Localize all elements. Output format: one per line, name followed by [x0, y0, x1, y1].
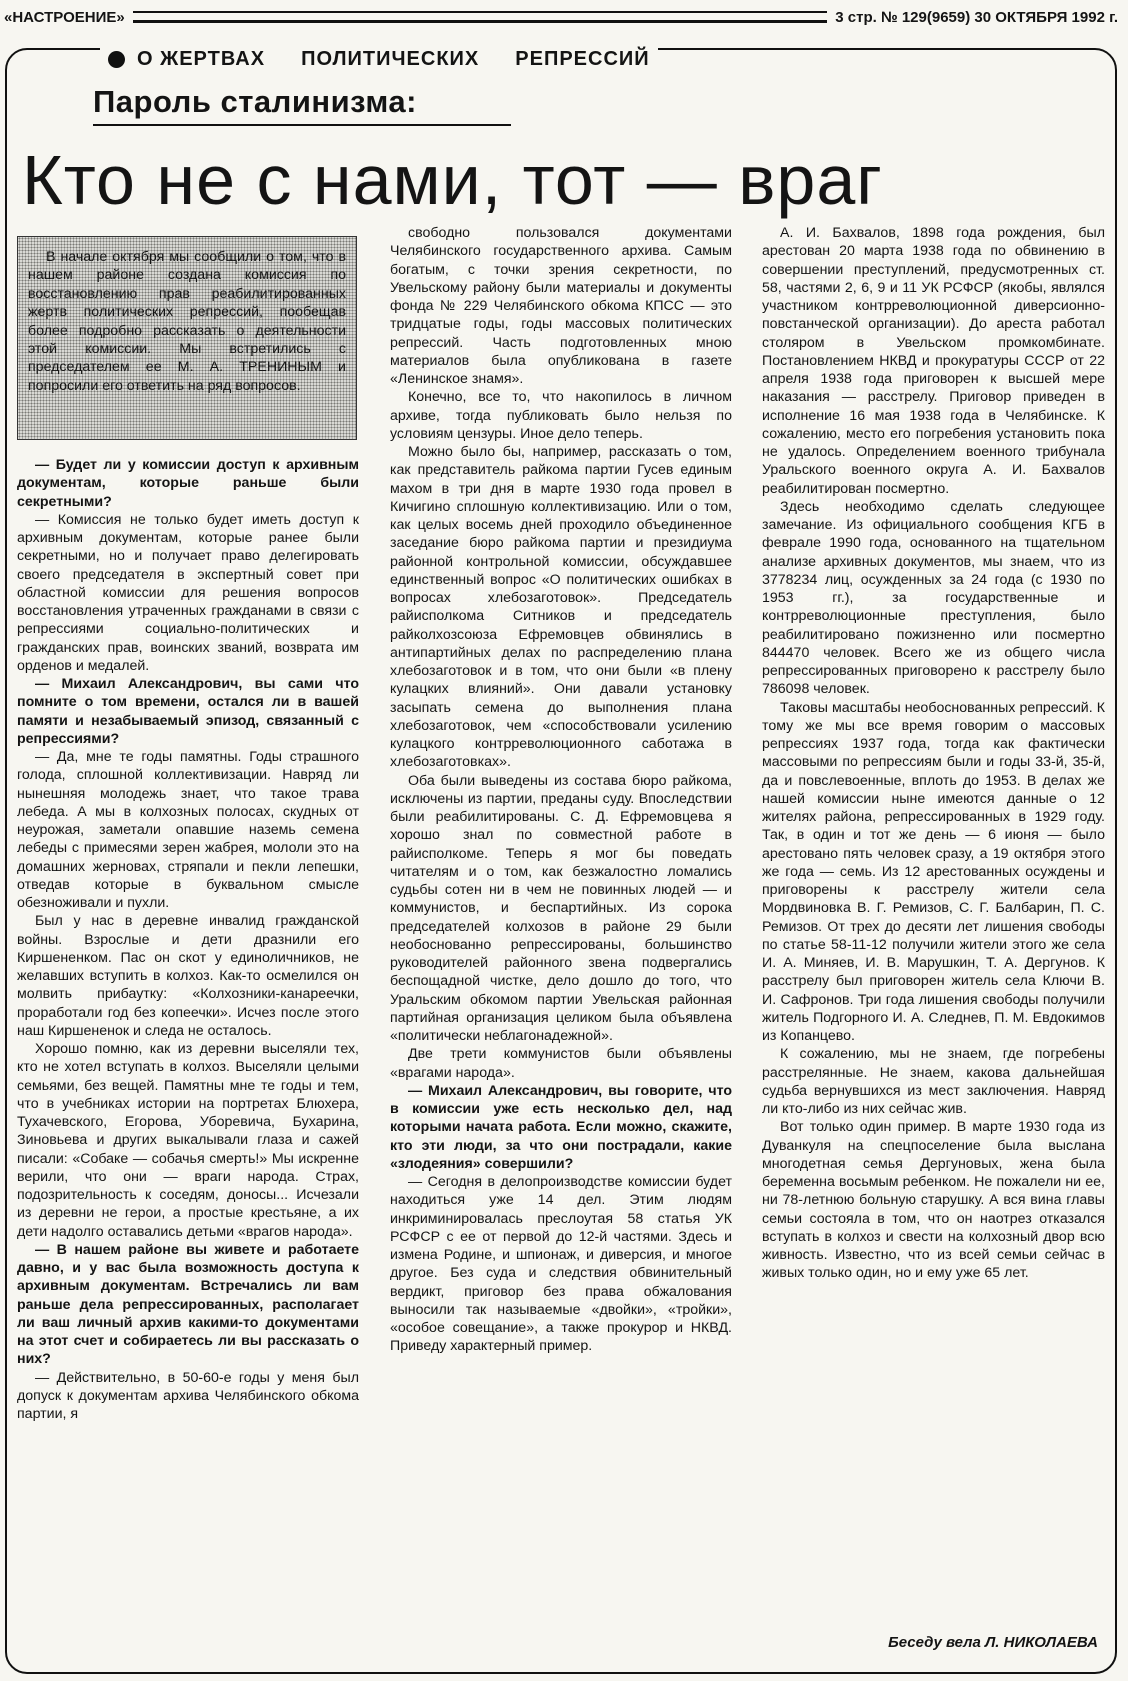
- paragraph: — Сегодня в делопроизводстве комиссии будет находиться уже 14 дел. Этим людям инкриминировалась преслоутая 58 статья УК РСФСР с ее от первой до 12-й частями. Здесь и измена Родине, и шпионаж, и диверсия, и многое другое. Без суда и следствия обвинительный вердикт, приговор без права обжалования выносили так называемые «двойки», «тройки», «особое совещание», а также прокурор и НКВД. Приведу характерный пример.: [390, 1174, 732, 1355]
- rubric: [100, 45, 658, 73]
- article-subtitle: Пароль сталинизма:: [93, 84, 511, 126]
- header-rule: [133, 11, 828, 23]
- rubric-word: ПОЛИТИЧЕСКИХ: [301, 47, 480, 70]
- section-name: «НАСТРОЕНИЕ»: [4, 8, 125, 26]
- paragraph: Конечно, все то, что накопилось в личном архиве, тогда публиковать было нельзя по условиям цензуры. Иное дело теперь.: [390, 389, 732, 442]
- article-column-2: [390, 224, 732, 1356]
- paragraph: Вот только один пример. В марте 1930 года из Дуванкуля на спецпоселение была выслана многодетная семья Дергуновых, жена была беременна восьмым ребенком. Не пожалели ни ее, ни 78-летнюю больную старушку. А вся вина главы семьи состояла в том, что он наотрез отказался вступать в колхоз и свести на колхозный двор всю живность. Известно, что из всей семьи сейчас в живых только один, но и ему уже 65 лет.: [762, 1119, 1105, 1282]
- paragraph: — Действительно, в 50-60-е годы у меня был допуск к документам архива Челябинского обкома партии, я: [17, 1369, 359, 1422]
- article-signature: Беседу вела Л. НИКОЛАЕВА: [888, 1634, 1098, 1651]
- paragraph: — Комиссия не только будет иметь доступ к архивным документам, которые ранее были секретными, но и получает право делегировать своего председателя в экспертный совет при областной комиссии для решения вопросов восстановления утраченных гражданами в связи с репрессиями социально-политических и гражданских прав, воинских званий, возврата им орденов и медалей.: [17, 511, 359, 674]
- paragraph: Здесь необходимо сделать следующее замечание. Из официального сообщения КГБ в феврале 1990 года, основанного на тщательном анализе архивных документов, мы знаем, что из 3778234 лиц, осужденных за 24 года (с 1930 по 1953 гг.), за государственные и контрреволюционные преступления, было реабилитировано пожизненно или посмертно 844470 человек. Всего же из общего числа репрессированных приговорено к расстрелу было 786098 человек.: [762, 498, 1105, 698]
- paragraph: Таковы масштабы необоснованных репрессий. К тому же мы все время говорим о массовых репрессиях 1937 года, тогда как фактически массовыми по репрессиям были и годы 33-й, 35-й, да и повслевоенные, вплоть до 1953. В делах же нашей комиссии ныне имеются данные о 12 жителях района, репрессированных в 1929 году. Так, в один и тот же день — 6 июня — было арестовано пять человек сразу, а 19 октября этого же года — семь. Из 12 арестованных осуждены и приговорены к расстрелу жители села Мордвиновка В. Г. Ремизов, С. Г. Балбарин, П. С. Ремизов. От трех до десяти лет лишения свободы по статье 58-11-12 получили жители этого же села И. А. Миняев, И. В. Марушкин, Т. А. Дергунов. К расстрелу был приговорен житель села Ключи В. И. Сафронов. Три года лишения свободы получили житель Подгорного И. А. Следнев, П. М. Евдокимов из Копанцево.: [762, 699, 1105, 1044]
- article-lead: В начале октября мы сообщили о том, что в нашем районе создана комиссия по восстановлению прав реабилитированных жертв политических репрессий, пообещав более подробно рассказать о деятельности этой комиссии. Мы встретились с председателем ее М. А. ТРЕНИНЫМ и попросили его ответить на ряд вопросов.: [17, 236, 357, 440]
- article-column-3: [762, 224, 1105, 1283]
- paragraph: К сожалению, мы не знаем, где погребены расстрелянные. Не знаем, какова дальнейшая судьба вернувшихся из мест заключения. Навряд ли кто-либо из них сейчас жив.: [762, 1046, 1105, 1117]
- paragraph: Оба были выведены из состава бюро райкома, исключены из партии, преданы суду. Впоследствии были реабилитированы. С. Д. Ефремовцева я хорошо знал по совместной работе в райисполкоме. Теперь я мог бы поведать читателям и о том, как безжалостно ломались судьбы сотен ни в чем не повинных людей — и коммунистов, и беспартийных. Из сорока председателей колхозов в районе 29 были необоснованно репрессированы, большинство руководителей районного звена подвергались беспощадной чистке, дело дошло до того, что Уральским обкомом партии Увельская районная партийная организация целиком была объявлена «политически неблагонадежной».: [390, 772, 732, 1044]
- question-paragraph: — Михаил Александрович, вы сами что помните о том времени, остался ли в вашей памяти и незабываемый эпизод, связанный с репрессиями?: [17, 676, 359, 747]
- paragraph: А. И. Бахвалов, 1898 года рождения, был арестован 20 марта 1938 года по обвинению в совершении преступлений, предусмотренных ст. 58, частями 2, 6, 9 и 11 УК РСФСР (якобы, являлся участником контрреволюционной диверсионно-повстанческой организации). До ареста работал столяром в Увельском промкомбинате. Постановлением НКВД и прокуратуры СССР от 22 апреля 1938 года приговорен к высшей мере наказания — расстрелу. Приговор приведен в исполнение 16 мая 1938 года в Челябинске. К сожалению, место его погребения установить пока не удалось. Определением военного трибунала Уральского военного округа А. И. Бахвалов реабилитирован посмертно.: [762, 225, 1105, 497]
- issue-info: 3 стр. № 129(9659) 30 ОКТЯБРЯ 1992 г.: [835, 8, 1118, 26]
- paragraph: Был у нас в деревне инвалид гражданской войны. Взрослые и дети дразнили его Киршененком. Пас он скот у единоличников, не желавших вступить в колхоз. Как-то осмелился он молвить прибаутку: «Колхозники-канареечки, проработали год без копеечки». Исчез после этого наш Киршененок и следа не осталось.: [17, 913, 359, 1039]
- paragraph: Хорошо помню, как из деревни выселяли тех, кто не хотел вступать в колхоз. Выселяли целыми семьями, без вещей. Памятны мне те годы и тем, что в учебниках истории на портретах Блюхера, Тухачевского, Егорова, Уборевича, Бухарина, Зиновьева и других выкалывали глаза и сажей писали: «Собаке — собачья смерть!» Мы искренне верили, что они — враги народа. Страх, подозрительность к соседям, доносы... Исчезали из деревни не герои, а простые крестьяне, а их дети надолго оставались детьми «врагов народа».: [17, 1041, 359, 1240]
- question-paragraph: — Будет ли у комиссии доступ к архивным документам, которые раньше были секретными?: [17, 457, 359, 510]
- rubric-word: О ЖЕРТВАХ: [137, 47, 266, 70]
- rubric-word: РЕПРЕССИЙ: [515, 47, 650, 70]
- question-paragraph: — В нашем районе вы живете и работаете давно, и у вас была возможность доступа к архивным документам. Встречались ли вам раньше дела репрессированных, располагает ли ваш личный архив какими-то документами на этот счет и собираетесь ли вы рассказать о них?: [17, 1241, 359, 1368]
- bullet-icon: [108, 51, 125, 68]
- paragraph: Можно было бы, например, рассказать о том, как представитель райкома партии Гусев единым махом в три дня в марте 1930 года провел в Кичигино сплошную коллективизацию. Или о том, как целых восемь дней проходило объединенное заседание бюро райкома партии и президиума районной контрольной комиссии, обсуждавшее единственный вопрос «О политических ошибках в вопросах хлебозаготовок». Председатель райисполкома Ситников и председатель райколхозсоюза Ефремовцев обвинялись в антипартийных делах по распределению плана хлебозаготовок и в том, что они были «в плену кулацких влияний». Они давали установку засыпать семена до выполнения плана хлебозаготовок, чем «способствовали усилению кулацкого контрреволюционного саботажа в хлебозаготовках».: [390, 444, 732, 771]
- article-headline: Кто не с нами, тот — враг: [22, 141, 883, 219]
- article-column-1: [17, 456, 359, 1423]
- paragraph: свободно пользовался документами Челябинского государственного архива. Самым богатым, с точки зрения секретности, по Увельскому району были материалы и документы фонда № 229 Челябинского обкома КПСС — это тридцатые годы, годы массовых политических репрессий. Часть подготовленных мною материалов была опубликована в газете «Ленинское знамя».: [390, 225, 732, 387]
- page-header: [0, 6, 1128, 28]
- paragraph: — Да, мне те годы памятны. Годы страшного голода, сплошной коллективизации. Навряд ли нынешняя молодежь знает, что такое трава лебеда. А мы в колхозных полосах, скудных от неурожая, заметали опавшие наземь семена лебеды с примесями зерен жабрея, мололи это на домашних жерновах, стряпали и пекли лепешки, отведав которые в буквальном смысле обезноживали и пухли.: [17, 749, 359, 911]
- paragraph: Две трети коммунистов были объявлены «врагами народа».: [390, 1046, 732, 1081]
- question-paragraph: — Михаил Александрович, вы говорите, что в комиссии уже есть несколько дел, над которыми начата работа. Если можно, скажите, кто эти люди, за что они пострадали, какие «злодеяния» совершили?: [390, 1082, 732, 1172]
